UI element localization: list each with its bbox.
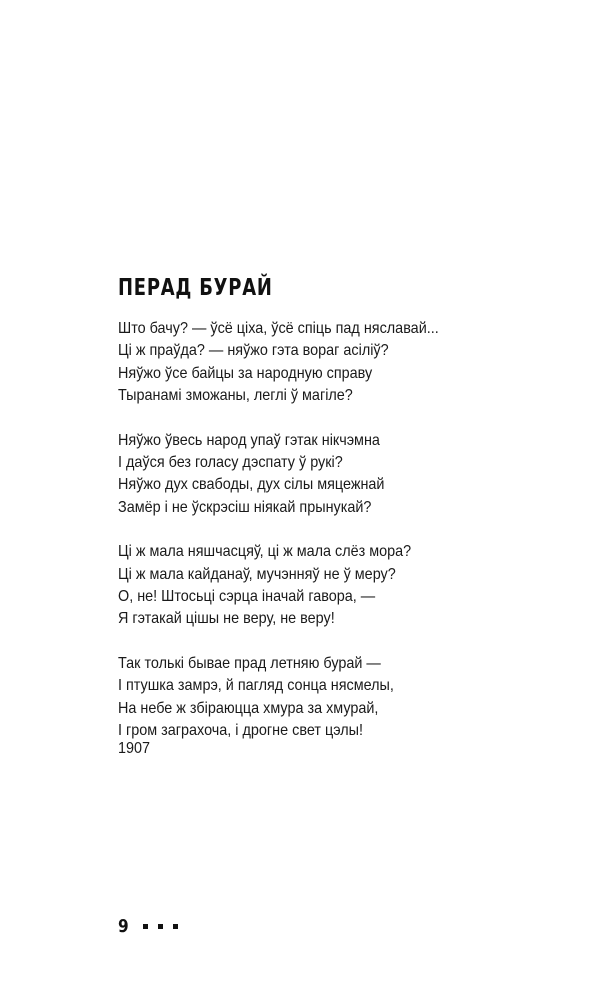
poem-line: І даўся без голасу дэспату ў рукі? — [118, 453, 343, 471]
three-dots-ornament-icon — [143, 924, 178, 929]
poem-line: І гром заграхоча, і дрогне свет цэлы! — [118, 721, 363, 739]
poem-line: Ці ж праўда? — няўжо гэта вораг асіліў? — [118, 342, 389, 360]
poem-line: Замёр і не ўскрэсіш ніякай прынукай? — [118, 498, 372, 516]
page-footer — [118, 915, 178, 937]
poem-line: На небе ж збіраюцца хмура за хмурай, — [118, 699, 379, 717]
poem-body — [118, 318, 558, 765]
stanza-4 — [118, 653, 558, 742]
poem-line: І птушка замрэ, й пагляд сонца нясмелы, — [118, 677, 394, 695]
poem-line: Няўжо дух свабоды, дух сілы мяцежнай — [118, 476, 385, 494]
stanza-1 — [118, 318, 558, 407]
dot-icon — [158, 924, 163, 929]
poem-line: Я гэтакай цішы не веру, не веру! — [118, 610, 335, 628]
poem-year: 1907 — [118, 740, 151, 757]
poem-line: Ці ж мала кайданаў, мучэнняў не ў меру? — [118, 565, 396, 583]
stanza-2 — [118, 430, 558, 519]
poem-line: Няўжо ўвесь народ упаў гэтак нікчэмна — [118, 431, 380, 449]
poem-line: Так толькі бывае прад летняю бурай — — [118, 655, 381, 673]
poem-line: Няўжо ўсе байцы за народную справу — [118, 364, 373, 382]
poem-title: ПЕРАД БУРАЙ — [118, 275, 273, 301]
poem-line: Што бачу? — ўсё ціха, ўсё спіць пад няславай... — [118, 320, 439, 337]
poem-line: Тыранамі зможаны, леглі ў магіле? — [118, 386, 353, 404]
stanza-3 — [118, 541, 558, 630]
page-number: 9 — [118, 915, 129, 937]
dot-icon — [173, 924, 178, 929]
poem-line: О, не! Штосьці сэрца іначай гавора, — — [118, 587, 376, 605]
dot-icon — [143, 924, 148, 929]
poem-line: Ці ж мала няшчасцяў, ці ж мала слёз мора? — [118, 543, 412, 561]
